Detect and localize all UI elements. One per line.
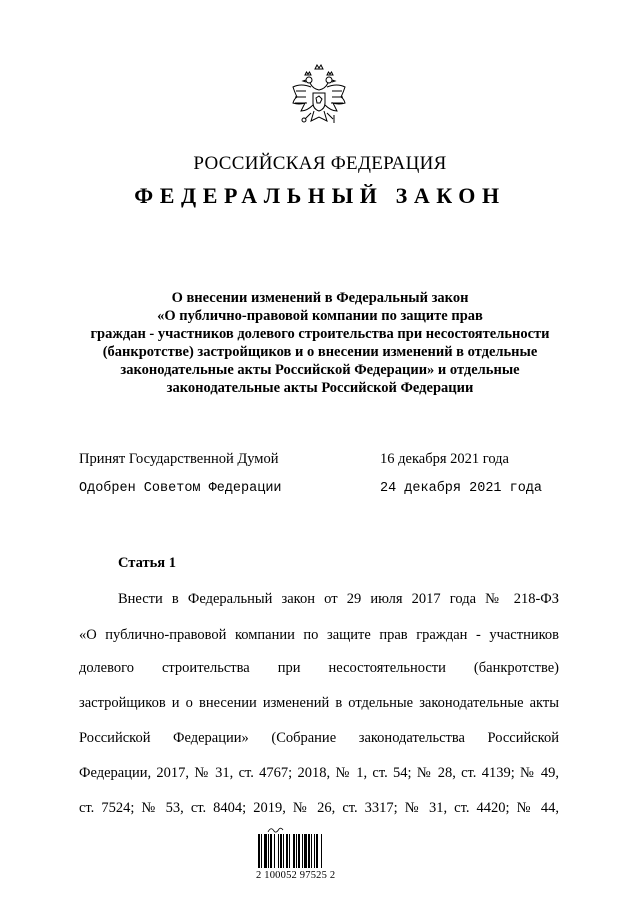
article-body-line: Российской Федерации» (Собрание законодательства Российской: [79, 730, 559, 746]
article-body-line: «О публично-правовой компании по защите прав граждан - участников: [79, 627, 559, 643]
council-approval-date: 24 декабря 2021 года: [380, 481, 543, 496]
title-line: (банкротстве) застройщиков и о внесении изменений в отдельные: [102, 344, 538, 360]
country-heading: РОССИЙСКАЯ ФЕДЕРАЦИЯ: [193, 153, 447, 174]
title-line: «О публично-правовой компании по защите прав: [157, 308, 483, 324]
barcode-number: 2 100052 97525 2: [256, 870, 336, 881]
document-type-heading: ФЕДЕРАЛЬНЫЙ ЗАКОН: [134, 183, 506, 208]
article-body-line: застройщиков и о внесении изменений в отдельные законодательные акты: [79, 695, 559, 711]
article-heading: Статья 1: [118, 555, 176, 571]
article-body-line: Внести в Федеральный закон от 29 июля 2017 года № 218-ФЗ: [118, 591, 559, 607]
title-line: законодательные акты Российской Федерации: [166, 380, 474, 396]
title-line: О внесении изменений в Федеральный закон: [171, 290, 469, 306]
law-title: [60, 289, 580, 397]
duma-adoption-label: Принят Государственной Думой: [79, 451, 279, 467]
title-line: законодательные акты Российской Федерации» и отдельные: [120, 362, 520, 378]
barcode-icon: [258, 826, 348, 868]
council-approval-label: Одобрен Советом Федерации: [79, 481, 282, 496]
article-body-line: Федерации, 2017, № 31, ст. 4767; 2018, № 1, ст. 54; № 28, ст. 4139; № 49,: [79, 765, 559, 781]
title-line: граждан - участников долевого строительства при несостоятельности: [90, 326, 550, 342]
article-body-line: долевого строительства при несостоятельности (банкротстве): [79, 660, 559, 676]
article-body-line: ст. 7524; № 53, ст. 8404; 2019, № 26, ст. 3317; № 31, ст. 4420; № 44,: [79, 800, 559, 816]
duma-adoption-date: 16 декабря 2021 года: [380, 451, 509, 467]
russian-coat-of-arms-icon: [287, 63, 351, 135]
